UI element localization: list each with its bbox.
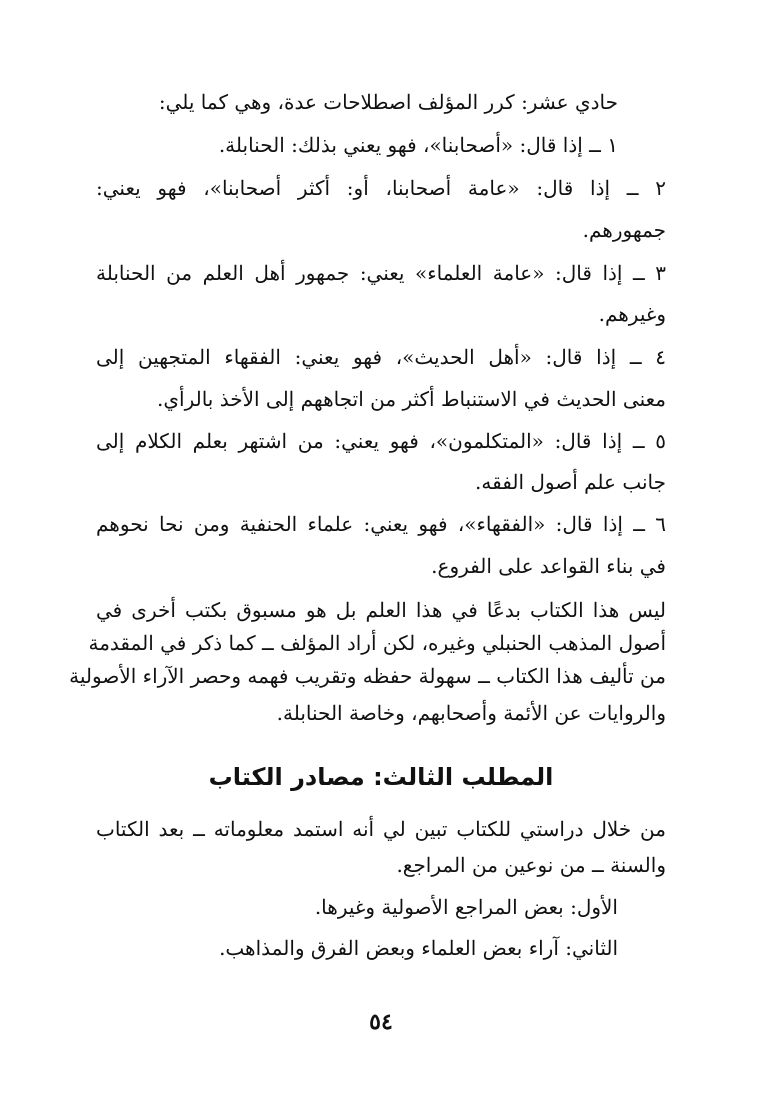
item-3-line-1: ٣ ــ إذا قال: «عامة العلماء» يعني: جمهور أهل العلم من الحنابلة xyxy=(96,261,666,285)
paragraph-line-4: والروايات عن الأئمة وأصحابهم، وخاصة الحنابلة. xyxy=(276,701,666,725)
item-6-line-1: ٦ ــ إذا قال: «الفقهاء»، فهو يعني: علماء الحنفية ومن نحا نحوهم xyxy=(96,512,666,536)
item-6-line-2: في بناء القواعد على الفروع. xyxy=(431,554,666,578)
item-4-line-1: ٤ ــ إذا قال: «أهل الحديث»، فهو يعني: الفقهاء المتجهين إلى xyxy=(96,345,666,369)
item-2-line-2: جمهورهم. xyxy=(582,218,666,242)
item-1-line-1: ١ ــ إذا قال: «أصحابنا»، فهو يعني بذلك: الحنابلة. xyxy=(218,133,618,157)
item-5-line-1: ٥ ــ إذا قال: «المتكلمون»، فهو يعني: من اشتهر بعلم الكلام إلى xyxy=(96,429,666,453)
sources-line-1: من خلال دراستي للكتاب تبين لي أنه استمد معلوماته ــ بعد الكتاب xyxy=(96,817,666,841)
item-2-line-1: ٢ ــ إذا قال: «عامة أصحابنا، أو: أكثر أصحابنا»، فهو يعني: xyxy=(96,176,666,200)
intro-line: حادي عشر: كرر المؤلف اصطلاحات عدة، وهي كما يلي: xyxy=(158,90,618,114)
item-3-line-2: وغيرهم. xyxy=(598,302,666,326)
item-4-line-2: معنى الحديث في الاستنباط أكثر من اتجاههم إلى الأخذ بالرأي. xyxy=(157,387,666,411)
item-5-line-2: جانب علم أصول الفقه. xyxy=(475,470,666,494)
source-first: الأول: بعض المراجع الأصولية وغيرها. xyxy=(314,895,618,919)
source-second: الثاني: آراء بعض العلماء وبعض الفرق والمذاهب. xyxy=(219,936,618,960)
paragraph-line-3: من تأليف هذا الكتاب ــ سهولة حفظه وتقريب فهمه وحصر الآراء الأصولية xyxy=(69,664,666,688)
sources-line-2: والسنة ــ من نوعين من المراجع. xyxy=(396,853,666,877)
page-number: ٥٤ xyxy=(369,1009,393,1035)
paragraph-line-1: ليس هذا الكتاب بدعًا في هذا العلم بل هو مسبوق بكتب أخرى في xyxy=(96,598,666,622)
paragraph-line-2: أصول المذهب الحنبلي وغيره، لكن أراد المؤلف ــ كما ذكر في المقدمة xyxy=(88,631,666,655)
section-heading: المطلب الثالث: مصادر الكتاب xyxy=(208,763,554,791)
